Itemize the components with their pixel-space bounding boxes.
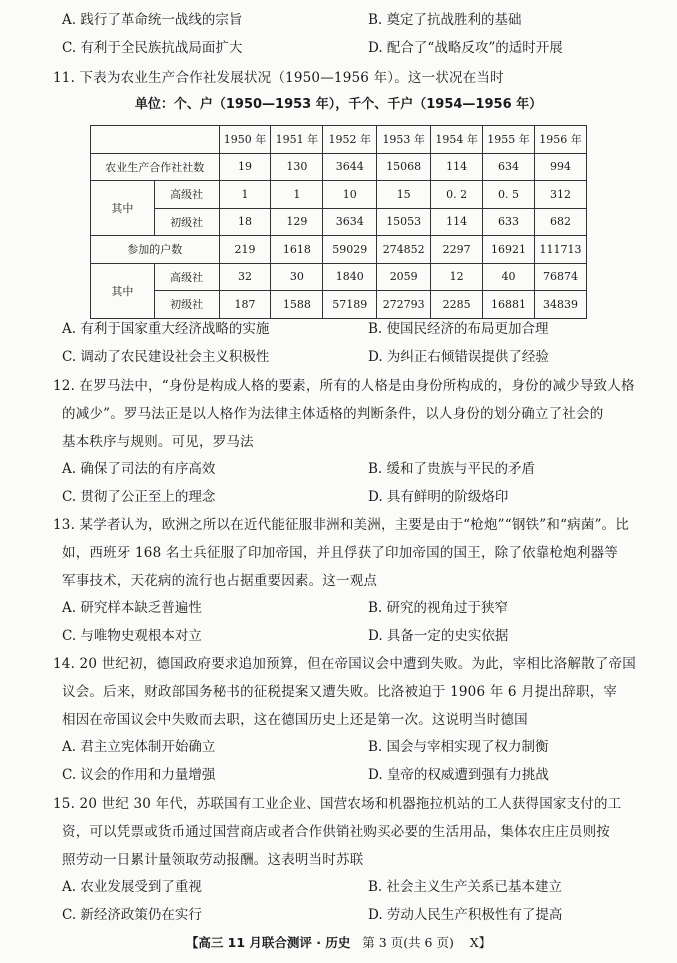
q15-option-a: A. 农业发展受到了重视 bbox=[62, 879, 202, 895]
q11-table-units: 单位：个、户（1950—1953 年），千个、千户（1954—1956 年） bbox=[134, 97, 543, 112]
footer-title: 【高三 11 月联合测评 · 历史 bbox=[185, 935, 351, 950]
row-label: 高级社 bbox=[154, 181, 219, 209]
year-header: 1950 年 bbox=[219, 126, 271, 154]
q13-option-a: A. 研究样本缺乏普遍性 bbox=[62, 600, 202, 616]
page-footer bbox=[0, 934, 677, 952]
table-cell: 1840 bbox=[323, 263, 377, 291]
q10-option-b: B. 奠定了抗战胜利的基础 bbox=[368, 12, 522, 28]
table-cell: 0. 5 bbox=[483, 181, 535, 209]
table-cell: 682 bbox=[534, 208, 586, 236]
q10-option-c: C. 有利于全民族抗战局面扩大 bbox=[62, 40, 243, 56]
table-cell: 272793 bbox=[377, 291, 431, 319]
table-cell: 3634 bbox=[323, 208, 377, 236]
group-label: 其中 bbox=[91, 181, 155, 236]
table-cell: 40 bbox=[483, 263, 535, 291]
table-cell: 114 bbox=[431, 208, 483, 236]
q13-line-2: 如，西班牙 168 名士兵征服了印加帝国，并且俘获了印加帝国的国王，除了依靠枪炮利器等 bbox=[62, 545, 618, 561]
q14-option-c: C. 议会的作用和力量增强 bbox=[62, 767, 216, 783]
table-cell: 10 bbox=[323, 181, 377, 209]
year-header: 1953 年 bbox=[377, 126, 431, 154]
q15-option-c: C. 新经济政策仍在实行 bbox=[62, 907, 202, 923]
q13-option-d: D. 具备一定的史实依据 bbox=[368, 628, 509, 644]
table-row bbox=[91, 181, 587, 209]
table-cell: 114 bbox=[431, 153, 483, 181]
group-label: 其中 bbox=[91, 263, 155, 318]
table-cell: 34839 bbox=[534, 291, 586, 319]
table-cell: 57189 bbox=[323, 291, 377, 319]
table-cell: 32 bbox=[219, 263, 271, 291]
q15-option-b: B. 社会主义生产关系已基本建立 bbox=[368, 879, 563, 895]
table-cell: 16921 bbox=[483, 236, 535, 264]
q14-line-1: 14. 20 世纪初，德国政府要求追加预算，但在帝国议会中遭到失败。为此，宰相比洛解散了帝国 bbox=[53, 656, 636, 672]
q13-option-c: C. 与唯物史观根本对立 bbox=[62, 628, 202, 644]
q11-stem: 11. 下表为农业生产合作社发展状况（1950—1956 年）。这一状况在当时 bbox=[53, 70, 504, 86]
q13-option-b: B. 研究的视角过于狭窄 bbox=[368, 600, 509, 616]
row-label: 高级社 bbox=[154, 263, 219, 291]
table-cell: 129 bbox=[271, 208, 323, 236]
footer-page-number: 第 3 页(共 6 页) bbox=[362, 935, 454, 950]
q14-option-b: B. 国会与宰相实现了权力制衡 bbox=[368, 739, 549, 755]
q15-line-3: 照劳动一日累计量领取劳动报酬。这表明当时苏联 bbox=[62, 852, 364, 868]
table-row bbox=[91, 153, 587, 181]
table-cell: 274852 bbox=[377, 236, 431, 264]
q11-option-c: C. 调动了农民建设社会主义积极性 bbox=[62, 349, 270, 365]
q11-option-b: B. 使国民经济的布局更加合理 bbox=[368, 321, 549, 337]
q13-line-3: 军事技术，天花病的流行也占据重要因素。这一观点 bbox=[62, 573, 378, 589]
q12-option-d: D. 具有鲜明的阶级烙印 bbox=[368, 489, 509, 505]
q10-option-d: D. 配合了“战略反攻”的适时开展 bbox=[368, 40, 563, 56]
row-label: 农业生产合作社社数 bbox=[91, 153, 220, 181]
table-cell: 633 bbox=[483, 208, 535, 236]
q14-option-a: A. 君主立宪体制开始确立 bbox=[62, 739, 216, 755]
table-cell: 1 bbox=[219, 181, 271, 209]
table-cell: 12 bbox=[431, 263, 483, 291]
q12-line-2: 的减少”。罗马法正是以人格作为法律主体适格的判断条件，以人身份的划分确立了社会的 bbox=[62, 406, 604, 422]
table-cell: 1588 bbox=[271, 291, 323, 319]
year-header: 1955 年 bbox=[483, 126, 535, 154]
table-cell: 0. 2 bbox=[431, 181, 483, 209]
table-header-row bbox=[91, 126, 587, 154]
table-cell: 1 bbox=[271, 181, 323, 209]
table-cell: 15068 bbox=[377, 153, 431, 181]
table-cell: 312 bbox=[534, 181, 586, 209]
q12-option-a: A. 确保了司法的有序高效 bbox=[62, 461, 216, 477]
q13-line-1: 13. 某学者认为，欧洲之所以在近代能征服非洲和美洲，主要是由于“枪炮”“钢铁”和“病菌”。比 bbox=[53, 517, 630, 533]
q14-line-2: 议会。后来，财政部国务秘书的征税提案又遭失败。比洛被迫于 1906 年 6 月提出辞职，宰 bbox=[62, 684, 618, 700]
table-cell: 19 bbox=[219, 153, 271, 181]
table-cell: 3644 bbox=[323, 153, 377, 181]
q14-option-d: D. 皇帝的权威遭到强有力挑战 bbox=[368, 767, 549, 783]
q15-line-2: 资，可以凭票或货币通过国营商店或者合作供销社购买必要的生活用品，集体农庄庄员则按 bbox=[62, 824, 610, 840]
table-cell: 634 bbox=[483, 153, 535, 181]
table-cell: 2285 bbox=[431, 291, 483, 319]
row-label: 参加的户数 bbox=[91, 236, 220, 264]
year-header: 1952 年 bbox=[323, 126, 377, 154]
q11-option-d: D. 为纠正右倾错误提供了经验 bbox=[368, 349, 549, 365]
q15-line-1: 15. 20 世纪 30 年代，苏联国有工业企业、国营农场和机器拖拉机站的工人获得国家支付的工 bbox=[53, 796, 622, 812]
table-cell: 18 bbox=[219, 208, 271, 236]
table-cell: 111713 bbox=[534, 236, 586, 264]
table-row bbox=[91, 208, 587, 236]
q12-option-c: C. 贯彻了公正至上的理念 bbox=[62, 489, 216, 505]
table-cell: 2059 bbox=[377, 263, 431, 291]
row-label: 初级社 bbox=[154, 291, 219, 319]
table-row bbox=[91, 291, 587, 319]
table-cell: 15053 bbox=[377, 208, 431, 236]
year-header: 1951 年 bbox=[271, 126, 323, 154]
table-cell: 59029 bbox=[323, 236, 377, 264]
table-cell: 15 bbox=[377, 181, 431, 209]
q11-option-a: A. 有利于国家重大经济战略的实施 bbox=[62, 321, 270, 337]
table-cell: 30 bbox=[271, 263, 323, 291]
table-cell: 187 bbox=[219, 291, 271, 319]
year-header: 1954 年 bbox=[431, 126, 483, 154]
q12-option-b: B. 缓和了贵族与平民的矛盾 bbox=[368, 461, 536, 477]
table-cell: 2297 bbox=[431, 236, 483, 264]
q15-option-d: D. 劳动人民生产积极性有了提高 bbox=[368, 907, 563, 923]
table-cell: 1618 bbox=[271, 236, 323, 264]
table-cell: 219 bbox=[219, 236, 271, 264]
table-row bbox=[91, 236, 587, 264]
table-cell: 130 bbox=[271, 153, 323, 181]
year-header: 1956 年 bbox=[534, 126, 586, 154]
coop-table bbox=[90, 125, 587, 319]
table-cell: 76874 bbox=[534, 263, 586, 291]
table-cell: 16881 bbox=[483, 291, 535, 319]
row-label: 初级社 bbox=[154, 208, 219, 236]
q14-line-3: 相因在帝国议会中失败而去职，这在德国历史上还是第一次。这说明当时德国 bbox=[62, 712, 528, 728]
q10-option-a: A. 践行了革命统一战线的宗旨 bbox=[62, 12, 243, 28]
q12-line-1: 12. 在罗马法中，“身份是构成人格的要素，所有的人格是由身份所构成的，身份的减少导致人格 bbox=[53, 378, 635, 394]
table-row bbox=[91, 263, 587, 291]
table-cell: 994 bbox=[534, 153, 586, 181]
q12-line-3: 基本秩序与规则。可见，罗马法 bbox=[62, 434, 254, 450]
footer-code: X】 bbox=[469, 935, 492, 950]
